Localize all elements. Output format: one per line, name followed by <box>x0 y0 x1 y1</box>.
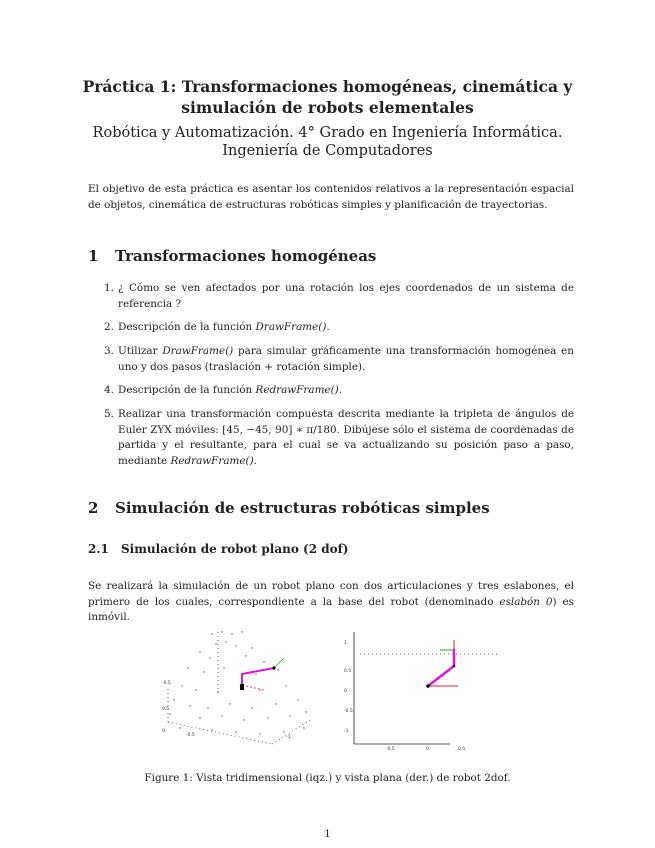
list-item <box>104 344 574 375</box>
frame-y-axis <box>274 658 284 668</box>
paragraph-text-post: ) es inmóvil. <box>88 595 574 623</box>
subsection-number: 2.1 <box>88 542 109 556</box>
bounding-box <box>168 632 310 744</box>
tick-label: -1 <box>286 735 291 740</box>
robot-link-1 <box>428 666 454 686</box>
robot-joint <box>272 666 275 669</box>
list-item-text-pre: Utilizar <box>118 345 163 357</box>
y-tick-label: 1 <box>344 641 347 646</box>
function-name: RedrawFrame() <box>255 384 339 396</box>
list-item-number: 4. <box>104 384 114 396</box>
figure-planar-view <box>342 628 502 750</box>
robot-joint <box>426 684 430 688</box>
frame-x-axis <box>246 686 264 690</box>
subsection-2-1-heading <box>88 542 348 556</box>
section-2-paragraph <box>88 579 574 626</box>
y-tick-label: -0.5 <box>344 709 353 714</box>
list-item-text-post: para simular gráficamente una transformación homogénea en uno y dos pasos (traslación + rotación simple). <box>118 345 574 373</box>
list-item-text-post: . <box>338 384 342 396</box>
intro-paragraph: El objetivo de esta práctica es asentar los contenidos relativos a la representación espacial de objetos, cinemática de estructuras robóticas simples y planificación de trayectorias. <box>88 183 574 211</box>
robot-links-3d <box>242 668 274 688</box>
x-tick-label: 0 <box>426 747 429 750</box>
x-tick-label: -0.5 <box>386 747 395 750</box>
subtitle-line-2: Ingeniería de Computadores <box>222 143 433 159</box>
function-name: DrawFrame() <box>255 321 327 333</box>
list-item-text-post: . <box>326 321 330 333</box>
list-item-number: 1. <box>104 282 114 294</box>
link-name: eslabón 0 <box>499 595 553 608</box>
document-title <box>60 76 595 118</box>
section-1-heading <box>88 247 376 265</box>
subtitle-line-1: Robótica y Automatización. 4° Grado en Ingeniería Informática. <box>92 125 563 141</box>
list-item-text <box>118 383 574 399</box>
title-line-1: Práctica 1: Transformaciones homogéneas, cinemática y <box>82 77 573 96</box>
list-item-text <box>118 407 574 469</box>
list-item-text-post: . <box>253 454 257 467</box>
y-tick-label: 0.5 <box>344 669 352 674</box>
list-item <box>104 320 574 336</box>
section-1-title: Transformaciones homogéneas <box>115 247 377 265</box>
robot-link-2 <box>242 668 274 674</box>
figure-caption: Figure 1: Vista tridimensional (iqz.) y vista plana (der.) de robot 2dof. <box>144 772 511 784</box>
paragraph-text-pre: Se realizará la simulación de un robot plano con dos articulaciones y tres eslabones, el primero de los cuales, correspondiente a la base del robot (denominado <box>88 580 574 608</box>
section-2-title: Simulación de estructuras robóticas simples <box>115 499 490 517</box>
list-item-text-pre: Realizar una transformación compuesta descrita mediante la tripleta de ángulos de Euler ZYX móviles: [45, −45, 90] ∗ π/180. Dibújese sólo el sistema de coordenadas de partida y el resultante, para el cual se va actualizando su posición paso a paso, mediante <box>118 408 574 467</box>
robot-joint <box>453 665 455 667</box>
list-item-text-pre: Descripción de la función <box>118 384 256 396</box>
y-tick-label: -1 <box>344 729 349 734</box>
tick-label: -0.5 <box>162 681 171 686</box>
figure-3d-view <box>160 628 312 746</box>
y-tick-label: 0 <box>344 689 347 694</box>
section-1-number: 1 <box>88 247 99 265</box>
document-subtitle <box>60 124 595 160</box>
list-item <box>104 383 574 399</box>
x-tick-label: 0.5 <box>458 747 466 750</box>
tick-label: 0.5 <box>162 707 170 712</box>
page-number: 1 <box>324 828 331 840</box>
function-name: DrawFrame() <box>162 345 234 357</box>
robot-links-2d <box>428 650 454 686</box>
robot-base <box>240 684 244 690</box>
section-2-number: 2 <box>88 499 99 517</box>
tick-label: 0 <box>162 729 165 734</box>
grid-dots <box>169 631 306 734</box>
title-line-2: simulación de robots elementales <box>181 98 474 117</box>
function-name: RedrawFrame() <box>170 454 254 467</box>
list-item <box>104 407 574 469</box>
list-item-text-pre: Descripción de la función <box>118 321 256 333</box>
section-2-heading <box>88 499 490 517</box>
subsection-title: Simulación de robot plano (2 dof) <box>121 542 349 556</box>
list-item-number: 5. <box>104 408 114 420</box>
list-item-number: 2. <box>104 321 114 333</box>
tick-label: -0.5 <box>186 733 195 738</box>
list-item <box>104 281 574 312</box>
list-item-text <box>118 344 574 375</box>
list-item-text <box>118 320 574 336</box>
list-item-number: 3. <box>104 345 114 357</box>
list-item-text: ¿ Cómo se ven afectados por una rotación los ejes coordenados de un sistema de referencia ? <box>118 282 574 310</box>
